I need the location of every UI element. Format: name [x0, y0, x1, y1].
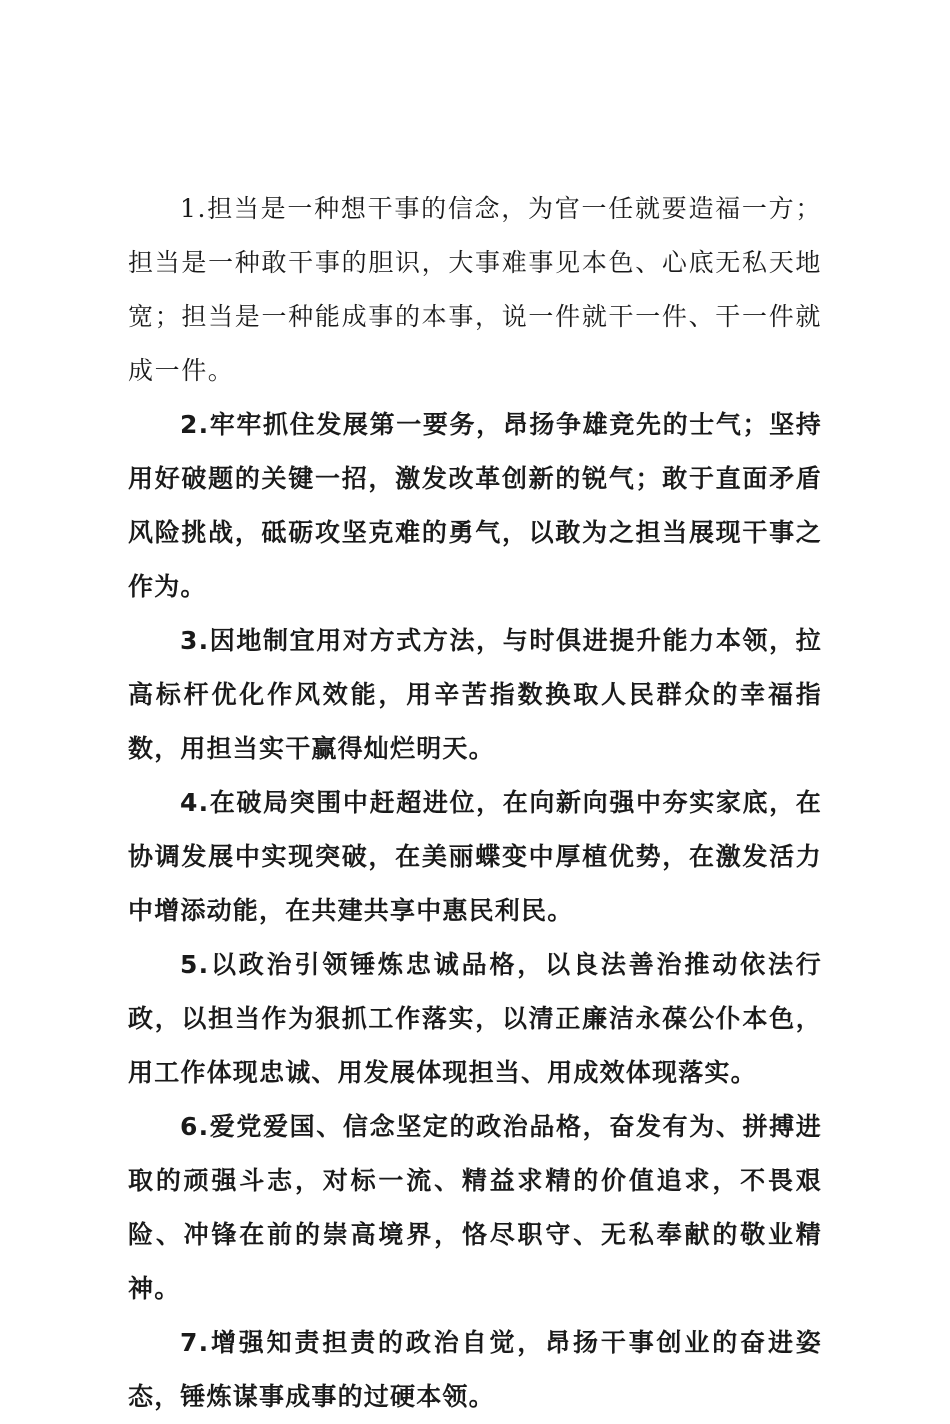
paragraph-2: 2.牢牢抓住发展第一要务，昂扬争雄竞先的士气；坚持用好破题的关键一招，激发改革创新的锐气；敢于直面矛盾风险挑战，砥砺攻坚克难的勇气，以敢为之担当展现干事之作为。 [128, 410, 822, 601]
paragraph-1: 1.担当是一种想干事的信念，为官一任就要造福一方；担当是一种敢干事的胆识，大事难事见本色、心底无私天地宽；担当是一种能成事的本事，说一件就干一件、干一件就成一件。 [128, 194, 822, 385]
paragraph-4: 4.在破局突围中赶超进位，在向新向强中夯实家底，在协调发展中实现突破，在美丽蝶变中厚植优势，在激发活力中增添动能，在共建共享中惠民利民。 [128, 788, 822, 925]
paragraph-6: 6.爱党爱国、信念坚定的政治品格，奋发有为、拼搏进取的顽强斗志，对标一流、精益求精的价值追求，不畏艰险、冲锋在前的崇高境界，恪尽职守、无私奉献的敬业精神。 [128, 1112, 822, 1303]
paragraph-3: 3.因地制宜用对方式方法，与时俱进提升能力本领，拉高标杆优化作风效能，用辛苦指数换取人民群众的幸福指数，用担当实干赢得灿烂明天。 [128, 626, 822, 763]
paragraph-7: 7.增强知责担责的政治自觉，昂扬干事创业的奋进姿态，锤炼谋事成事的过硬本领。 [128, 1328, 822, 1411]
paragraph-5: 5.以政治引领锤炼忠诚品格，以良法善治推动依法行政，以担当作为狠抓工作落实，以清正廉洁永葆公仆本色，用工作体现忠诚、用发展体现担当、用成效体现落实。 [128, 950, 822, 1087]
document-body [128, 182, 822, 1424]
